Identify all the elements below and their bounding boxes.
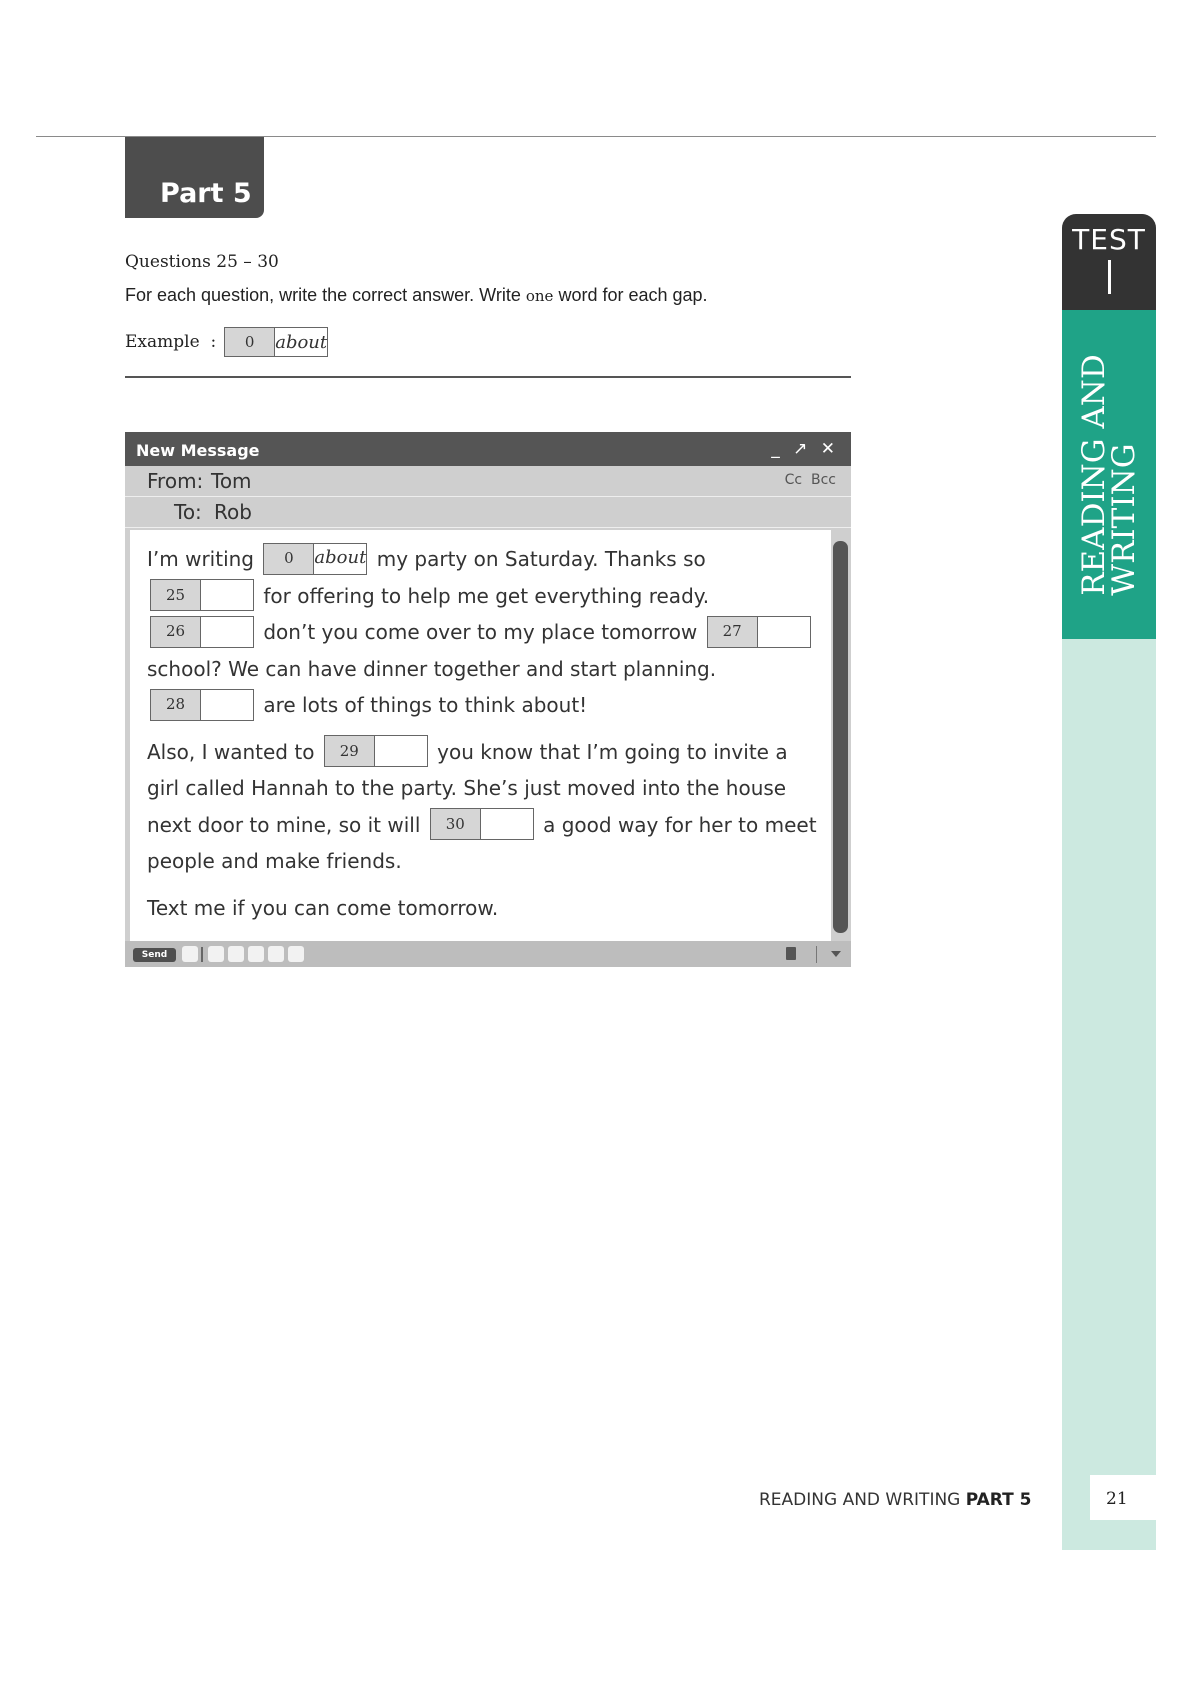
part-heading xyxy=(125,137,264,218)
page-number: 21 xyxy=(1106,1489,1128,1509)
test-label: TEST xyxy=(1072,223,1146,256)
answer-box-25[interactable] xyxy=(201,580,253,610)
gap-0 xyxy=(263,543,367,575)
gap-28[interactable] xyxy=(150,689,254,721)
gap-number: 28 xyxy=(151,690,201,720)
photo-icon[interactable] xyxy=(248,946,264,962)
gap-answer: about xyxy=(275,328,327,356)
instructions-emphasis: one xyxy=(525,287,554,305)
answer-box-30[interactable] xyxy=(481,809,533,839)
section-label: READING AND WRITING xyxy=(1076,354,1142,596)
window-controls[interactable]: _ ↗ ✕ xyxy=(771,439,839,459)
instructions-post: word for each gap. xyxy=(558,285,708,305)
footer-section: READING AND WRITING xyxy=(759,1490,961,1510)
gap-27[interactable] xyxy=(707,616,811,648)
send-button[interactable]: Send xyxy=(133,948,176,962)
gap-number: 26 xyxy=(151,617,201,647)
paragraph-3: Text me if you can come tomorrow. xyxy=(147,895,499,920)
gap-number: 29 xyxy=(325,736,375,766)
side-strip xyxy=(1062,639,1156,1550)
paragraph-1: I’m writing 0 about my party on Saturday. Thanks so 25 for offering to help me get everything ready. 26 don’t you come over to my place tomorrow 27 school? We can have dinner together and start planning. 28 are lots of things to think about! xyxy=(147,541,817,724)
gap-answer: about xyxy=(314,544,366,574)
format-icon[interactable] xyxy=(182,946,198,962)
gap-number: 25 xyxy=(151,580,201,610)
cc-button[interactable]: Cc xyxy=(784,472,803,488)
to-label: To: xyxy=(174,500,202,524)
to-value: Rob xyxy=(214,500,252,524)
instructions-pre: For each question, write the correct answer. Write xyxy=(125,285,521,305)
link-icon[interactable] xyxy=(268,946,284,962)
questions-range: Questions 25 – 30 xyxy=(125,252,279,272)
chevron-down-icon[interactable] xyxy=(831,951,841,957)
gap-30[interactable] xyxy=(430,808,534,840)
drive-icon[interactable] xyxy=(228,946,244,962)
gap-number: 30 xyxy=(431,809,481,839)
gap-26[interactable] xyxy=(150,616,254,648)
attach-icon[interactable] xyxy=(208,946,224,962)
gap-25[interactable] xyxy=(150,579,254,611)
trash-icon[interactable] xyxy=(786,947,796,960)
test-number-1 xyxy=(1108,260,1111,294)
emoji-icon[interactable] xyxy=(288,946,304,962)
test-tab xyxy=(1062,214,1156,310)
toolbar-separator xyxy=(816,946,817,963)
from-row xyxy=(125,466,851,497)
instructions xyxy=(125,285,708,306)
gap-number: 0 xyxy=(225,328,275,356)
footer-part: PART 5 xyxy=(965,1490,1032,1510)
gap-29[interactable] xyxy=(324,735,428,767)
gap-number: 0 xyxy=(264,544,314,574)
gap-number: 27 xyxy=(708,617,758,647)
answer-box-27[interactable] xyxy=(758,617,810,647)
section-divider xyxy=(125,376,851,378)
example-label: Example : xyxy=(125,332,217,352)
email-window xyxy=(125,432,851,967)
part-title: Part 5 xyxy=(160,178,252,209)
scrollbar[interactable] xyxy=(833,541,848,933)
window-titlebar xyxy=(125,432,851,466)
bcc-button[interactable]: Bcc xyxy=(811,472,836,488)
paragraph-2: Also, I wanted to 29 you know that I’m going to invite a girl called Hannah to the party. She’s just moved into the house next door to mine, so it will 30 a good way for her to meet people and make friends. xyxy=(147,734,817,880)
from-label: From: xyxy=(147,469,204,493)
compose-toolbar xyxy=(125,941,851,967)
example xyxy=(125,326,328,358)
cc-bcc[interactable] xyxy=(785,472,836,488)
to-row xyxy=(125,497,851,528)
footer xyxy=(759,1490,1031,1510)
example-gap xyxy=(224,327,328,357)
toolbar-separator xyxy=(201,947,203,962)
window-title: New Message xyxy=(136,441,260,460)
answer-box-26[interactable] xyxy=(201,617,253,647)
from-value: Tom xyxy=(211,469,252,493)
answer-box-28[interactable] xyxy=(201,690,253,720)
answer-box-29[interactable] xyxy=(375,736,427,766)
email-body[interactable] xyxy=(130,530,831,941)
